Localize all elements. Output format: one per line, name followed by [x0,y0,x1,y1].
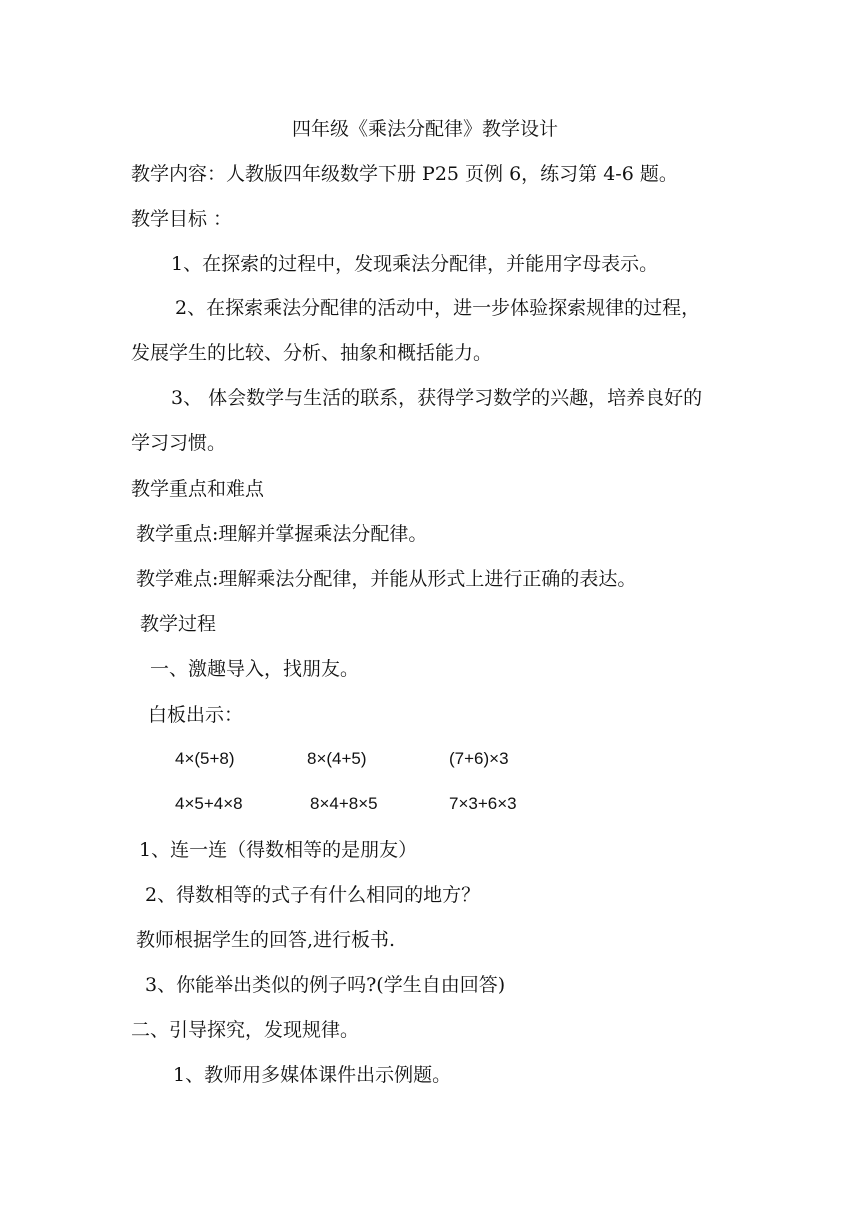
expression: 8×4+8×5 [310,794,378,813]
section-2-step-1: 1、教师用多媒体课件出示例题。 [173,1064,452,1086]
difficult-point: 教学难点:理解乘法分配律，并能从形式上进行正确的表达。 [136,568,637,590]
teaching-content: 教学内容：人教版四年级数学下册 P25 页例 6，练习第 4-6 题。 [131,163,678,185]
teacher-note: 教师根据学生的回答,进行板书. [136,929,396,951]
objective-1: 1、在探索的过程中，发现乘法分配律，并能用字母表示。 [171,253,659,275]
objective-3-line-1: 3、 体会数学与生活的联系，获得学习数学的兴趣，培养良好的 [171,387,703,409]
objective-2-line-2: 发展学生的比较、分析、抽象和概括能力。 [131,342,493,364]
document-title: 四年级《乘法分配律》教学设计 [292,118,559,140]
step-3: 3、你能举出类似的例子吗?(学生自由回答) [145,974,506,996]
expression: 7×3+6×3 [449,794,517,813]
key-points-heading: 教学重点和难点 [131,478,265,500]
step-1: 1、连一连（得数相等的是朋友） [139,839,418,861]
process-heading: 教学过程 [140,613,217,635]
whiteboard-label: 白板出示： [148,704,244,726]
expression: (7+6)×3 [449,749,509,768]
expression: 4×(5+8) [175,749,235,768]
section-2-heading: 二、引导探究，发现规律。 [131,1019,360,1041]
step-2: 2、得数相等的式子有什么相同的地方？ [145,884,481,906]
objectives-heading: 教学目标 ： [131,208,233,230]
expression: 4×5+4×8 [175,794,243,813]
key-point: 教学重点:理解并掌握乘法分配律。 [136,523,428,545]
section-1-heading: 一、激趣导入，找朋友。 [150,658,360,680]
objective-3-line-2: 学习习惯。 [131,432,227,454]
expression: 8×(4+5) [307,749,367,768]
objective-2-line-1: 2、在探索乘法分配律的活动中，进一步体验探索规律的过程， [175,297,701,319]
